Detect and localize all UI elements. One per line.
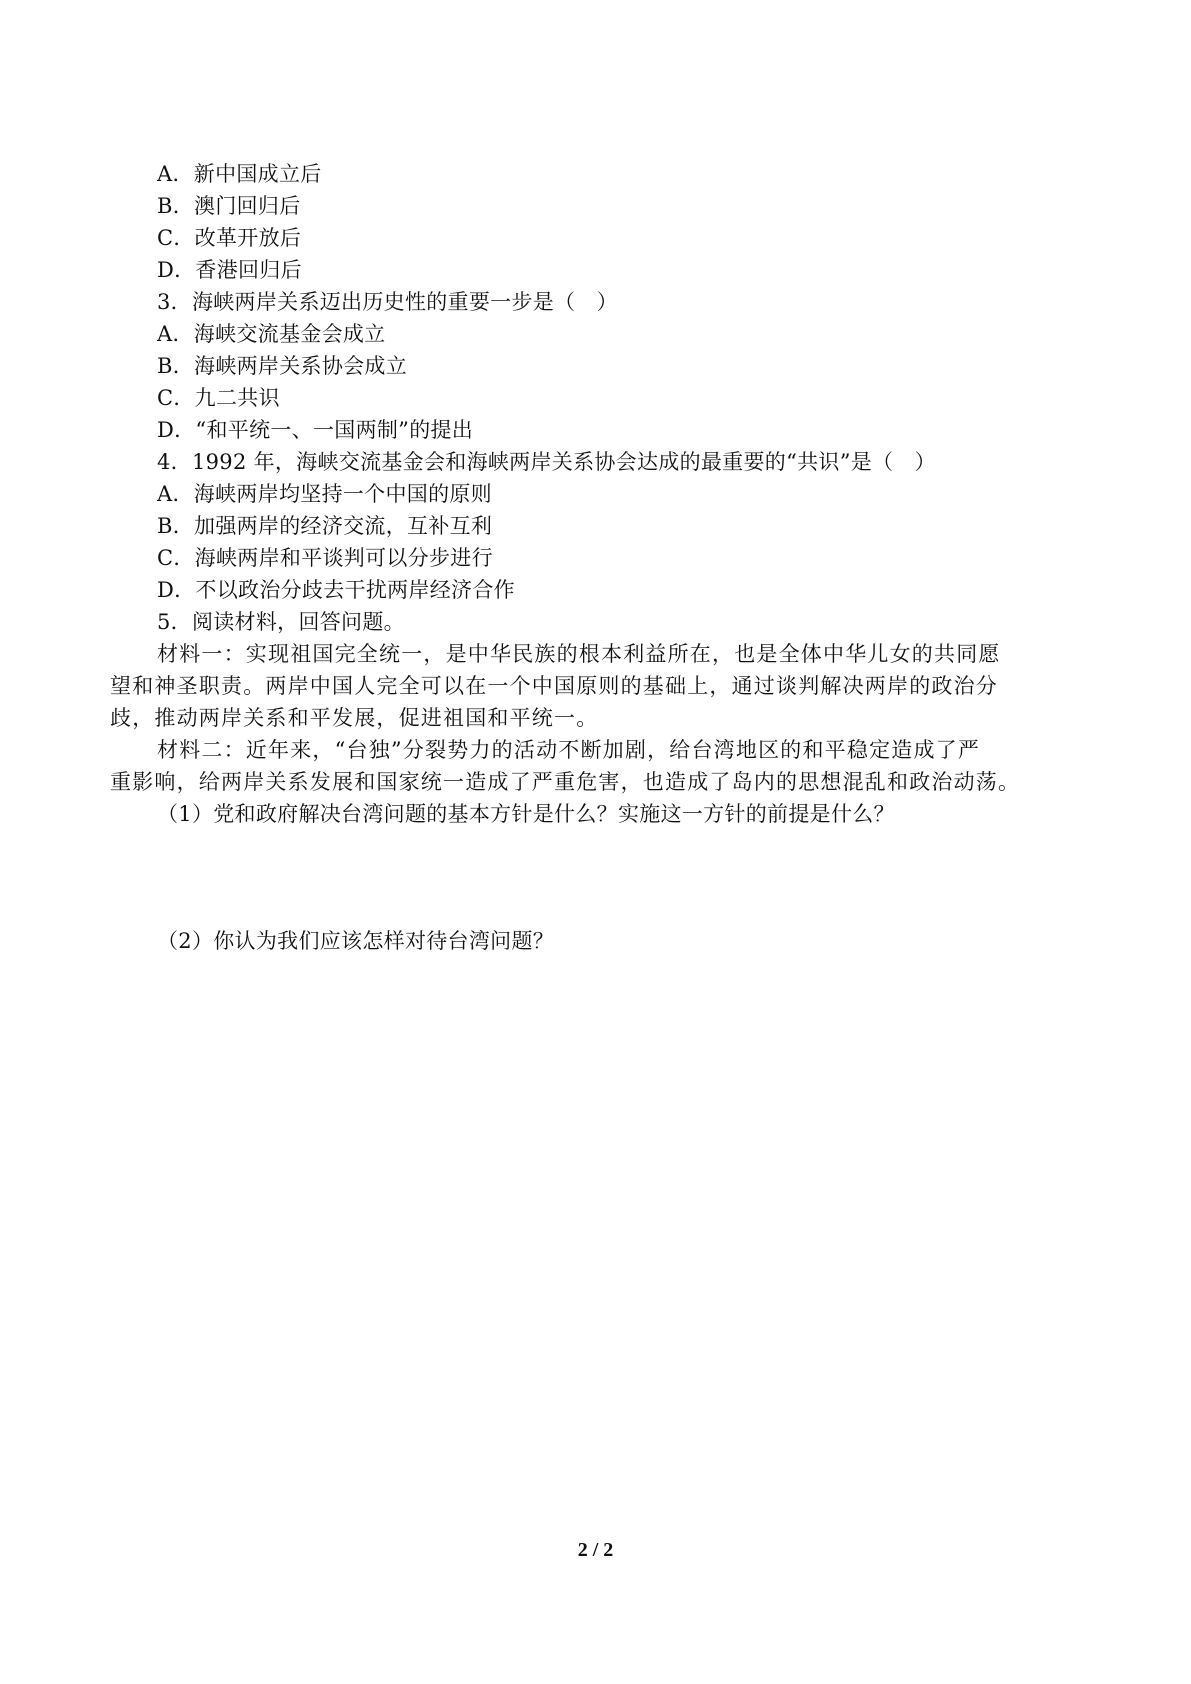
material-1-line-3: 歧，推动两岸关系和平发展，促进祖国和平统一。 (110, 706, 599, 730)
option-q2-b: B．澳门回归后 (157, 194, 301, 218)
page-number: 2 / 2 (577, 1539, 614, 1561)
option-q4-a: A．海峡两岸均坚持一个中国的原则 (157, 482, 492, 506)
option-q4-c: C．海峡两岸和平谈判可以分步进行 (157, 546, 493, 570)
option-q3-c: C．九二共识 (157, 386, 280, 410)
material-2-line-2: 重影响，给两岸关系发展和国家统一造成了严重危害，也造成了岛内的思想混乱和政治动荡。 (110, 770, 1021, 794)
question-5-stem: 5．阅读材料，回答问题。 (157, 610, 405, 634)
option-q2-c: C．改革开放后 (157, 226, 302, 250)
option-q2-a: A．新中国成立后 (157, 162, 322, 186)
material-2-line-1: 材料二：近年来，“台独”分裂势力的活动不断加剧，给台湾地区的和平稳定造成了严 (157, 738, 981, 762)
question-3-stem: 3．海峡两岸关系迈出历史性的重要一步是（ ） (157, 290, 618, 314)
option-q4-d: D．不以政治分歧去干扰两岸经济合作 (157, 578, 515, 602)
option-q3-a: A．海峡交流基金会成立 (157, 322, 386, 346)
option-q3-d: D．“和平统一、一国两制”的提出 (157, 418, 474, 442)
option-q2-d: D．香港回归后 (157, 258, 302, 282)
question-4-stem: 4．1992 年，海峡交流基金会和海峡两岸关系协会达成的最重要的“共识”是（ ） (157, 450, 936, 474)
answer-space (0, 830, 1191, 925)
document-body (0, 158, 1191, 957)
option-q3-b: B．海峡两岸关系协会成立 (157, 354, 408, 378)
material-1-line-2: 望和神圣职责。两岸中国人完全可以在一个中国原则的基础上，通过谈判解决两岸的政治分 (110, 674, 998, 698)
question-5-part-1: （1）党和政府解决台湾问题的基本方针是什么？实施这一方针的前提是什么？ (157, 802, 895, 826)
material-1-line-1: 材料一：实现祖国完全统一，是中华民族的根本利益所在，也是全体中华儿女的共同愿 (157, 642, 1001, 666)
question-5-part-2: （2）你认为我们应该怎样对待台湾问题？ (157, 929, 555, 953)
option-q4-b: B．加强两岸的经济交流，互补互利 (157, 514, 493, 538)
